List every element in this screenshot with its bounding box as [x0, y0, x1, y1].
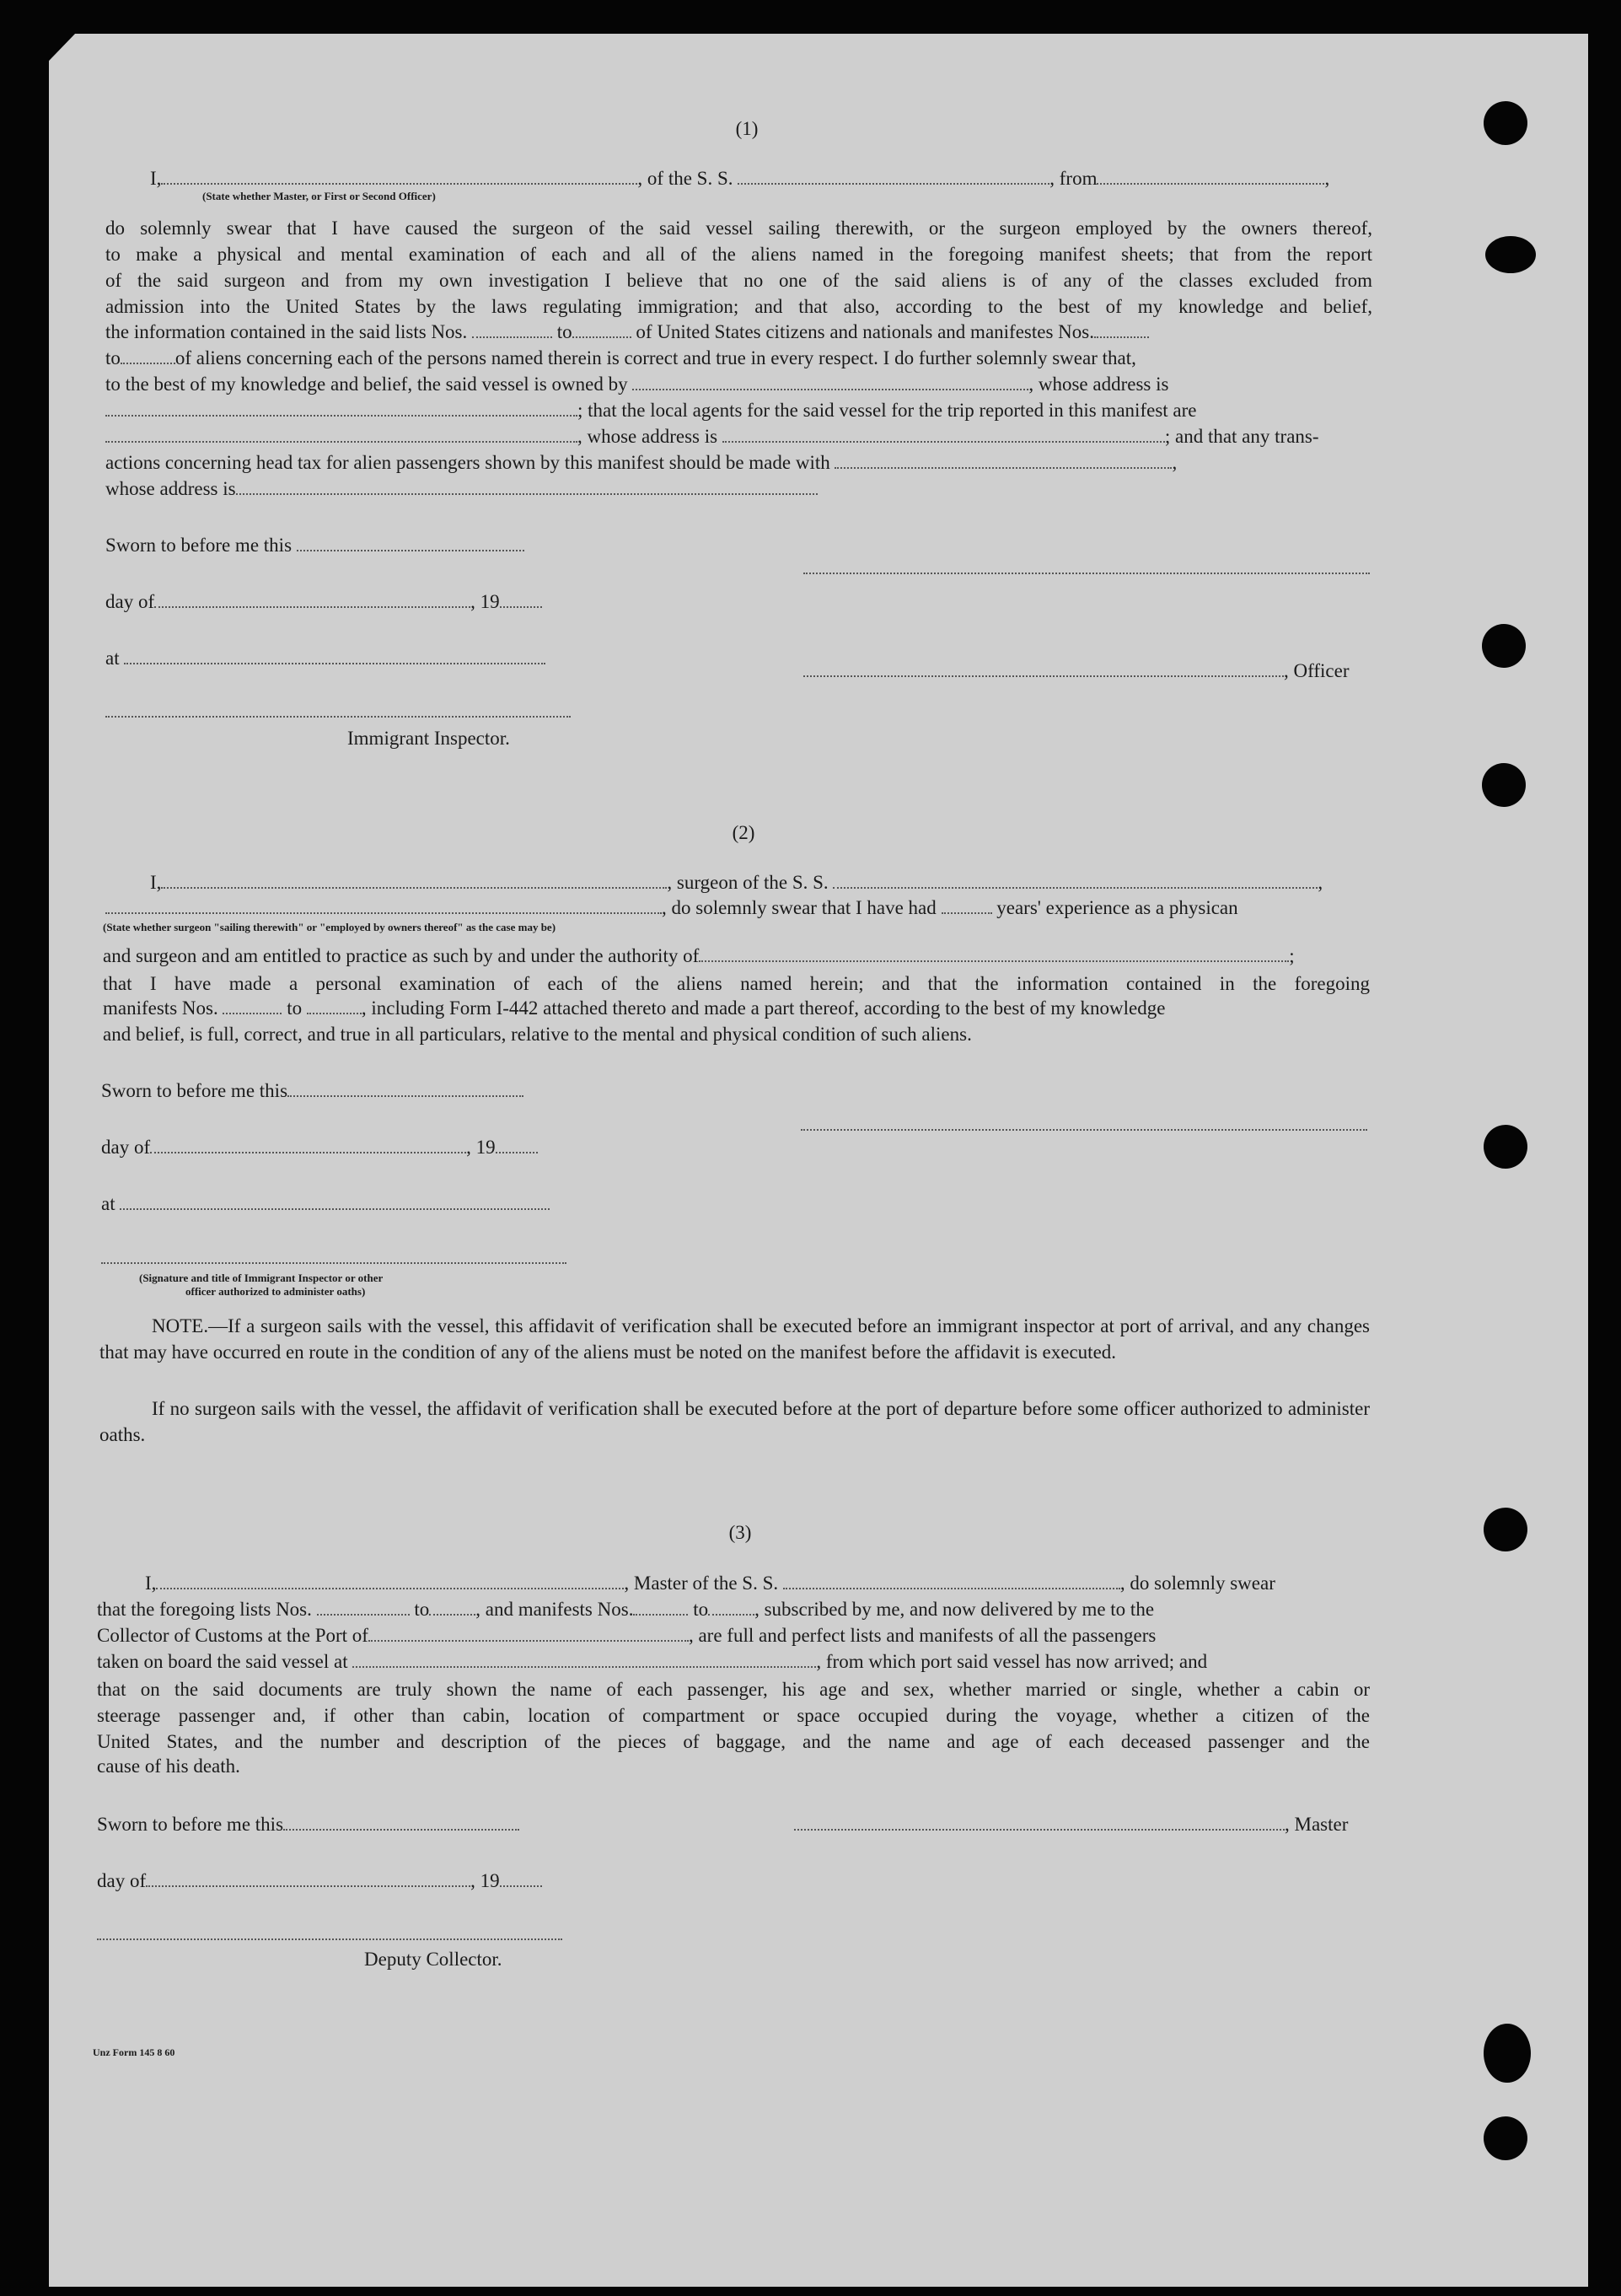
s2-l2a: , do solemnly swear that I have had — [662, 897, 937, 918]
s1-rank-hint: (State whether Master, or First or Second Officer) — [202, 190, 436, 202]
s1-l1a: I, — [150, 168, 162, 189]
s3-l3a: Collector of Customs at the Port of — [97, 1625, 368, 1646]
s1-at-field[interactable] — [124, 648, 545, 664]
s2-note-1: NOTE.—If a surgeon sails with the vessel, this affidavit of verification shall be executed before an immigrant inspector at port of arrival, and any changes that may have occurred en route in the condition of any of the aliens must be noted on the manifest before the affidavit is executed. — [99, 1315, 1370, 1363]
s2-p3a: and surgeon and am entitled to practice as such by and under the authority of — [103, 945, 700, 966]
s2-sig-hint-2: officer authorized to administer oaths) — [185, 1285, 366, 1298]
s1-day-field[interactable] — [154, 591, 470, 608]
s1-p6b: of aliens concerning each of the persons named therein is correct and true in every respect. I do further solemnly swear that, — [174, 347, 1136, 368]
s1-p9 — [105, 425, 1319, 449]
s3-l2c: , and manifests Nos. — [475, 1599, 634, 1620]
s2-sworn-date-field[interactable] — [287, 1080, 523, 1097]
lists-from-field[interactable] — [472, 321, 552, 338]
s2-p4: that I have made a personal examination of each of the aliens named herein; and that the information contained in the foregoing — [103, 973, 1370, 994]
punch-hole — [1484, 1508, 1527, 1551]
s3-p5: that on the said documents are truly shown the name of each passenger, his age and sex, whether married or single, whether a cabin or — [97, 1679, 1370, 1700]
s1-year-field[interactable] — [500, 591, 542, 608]
s1-p5b: to — [556, 321, 572, 342]
s2-at — [101, 1192, 550, 1216]
s1-p10 — [105, 451, 1177, 475]
s3-p8: cause of his death. — [97, 1756, 240, 1777]
s1-sworn — [105, 534, 524, 557]
s3-line-1 — [145, 1572, 1275, 1595]
port-field[interactable] — [368, 1625, 689, 1642]
s2-dayof — [101, 1136, 538, 1159]
s3-p7: United States, and the number and description of the pieces of baggage, and the name and age of each deceased passenger and the — [97, 1731, 1370, 1752]
s1-p6 — [105, 347, 1136, 370]
s2-type-hint: (State whether surgeon "sailing therewith" or "employed by owners thereof" as the case may be) — [103, 921, 556, 933]
s2-p5a: manifests Nos. — [103, 997, 218, 1019]
s2-inspector-line — [101, 1246, 566, 1270]
s1-line-1 — [150, 167, 1329, 191]
s3-year-field[interactable] — [500, 1870, 542, 1887]
s1-officer-field[interactable] — [803, 660, 1284, 677]
manifests-to-field[interactable] — [121, 347, 175, 364]
s3-dayof — [97, 1869, 542, 1893]
years-experience-field[interactable] — [942, 897, 992, 914]
s2-p5b: to — [287, 997, 303, 1019]
s1-inspector-field[interactable] — [105, 701, 571, 718]
s3-l3b: , are full and perfect lists and manifests of all the passengers — [688, 1625, 1157, 1646]
s2-l1c: , — [1318, 872, 1323, 893]
s2-at-label: at — [101, 1193, 115, 1214]
s1-dayof-label: day of — [105, 591, 155, 612]
s3-year-prefix: , 19 — [470, 1870, 500, 1891]
surgeon-name-field[interactable] — [161, 872, 667, 889]
lists-to-field[interactable] — [572, 321, 631, 338]
s1-p8a: ; that the local agents for the said vessel for the trip reported in this manifest are — [577, 400, 1197, 421]
s1-p9a: , whose address is — [577, 426, 718, 447]
s2-p3b: ; — [1289, 945, 1295, 966]
s3-line-4 — [97, 1650, 1207, 1674]
s1-inspector-line — [105, 700, 571, 723]
s1-p10b: , — [1172, 452, 1178, 473]
s3-lists-from-field[interactable] — [317, 1599, 410, 1616]
s2-l2b: years' experience as a physican — [996, 897, 1238, 918]
s2-l1b: , surgeon of the S. S. — [667, 872, 829, 893]
head-tax-address-field[interactable] — [236, 478, 818, 495]
s1-p9b: ; and that any trans- — [1164, 426, 1319, 447]
s2-line-2 — [105, 896, 1238, 920]
s3-collector-field[interactable] — [97, 1923, 562, 1940]
master-name-field[interactable] — [156, 1573, 624, 1589]
s1-p7a: to the best of my knowledge and belief, the said vessel is owned by — [105, 374, 628, 395]
s3-l1b: , Master of the S. S. — [624, 1573, 779, 1594]
s3-l4b: , from which port said vessel has now arrived; and — [816, 1651, 1208, 1672]
punch-hole — [1484, 101, 1527, 145]
s2-l1a: I, — [150, 872, 162, 893]
punch-hole — [1482, 624, 1526, 668]
s3-sworn — [97, 1813, 519, 1836]
s1-sworn-date-field[interactable] — [297, 535, 524, 551]
s2-inspector-field[interactable] — [101, 1247, 566, 1264]
manifests-from-field[interactable] — [1094, 321, 1149, 338]
s1-p1: do solemnly swear that I have caused the surgeon of the said vessel sailing therewith, or the surgeon employed by the owners thereof, — [105, 218, 1372, 239]
s2-manifests-from-field[interactable] — [223, 997, 282, 1014]
punch-hole — [1484, 2024, 1531, 2083]
owner-field[interactable] — [632, 374, 1028, 390]
s1-p5c: of United States citizens and nationals and manifestes Nos. — [636, 321, 1094, 342]
s1-p10a: actions concerning head tax for alien passengers shown by this manifest should be made with — [105, 452, 830, 473]
s1-officer-line — [803, 659, 1349, 683]
s2-p3 — [103, 944, 1295, 968]
authority-field[interactable] — [699, 945, 1289, 962]
s2-signature-field[interactable] — [801, 1114, 1367, 1131]
officer-rank-field[interactable] — [161, 168, 637, 185]
s1-p7 — [105, 373, 1168, 396]
s2-year-field[interactable] — [496, 1137, 538, 1153]
s3-l2d: to — [693, 1599, 709, 1620]
s3-master-line — [794, 1813, 1348, 1836]
punch-hole — [1484, 2116, 1527, 2160]
s3-manifests-to-field[interactable] — [708, 1599, 754, 1616]
s3-master-field[interactable] — [794, 1814, 1285, 1831]
s1-sworn-label: Sworn to before me this — [105, 535, 293, 556]
s3-collector-line — [97, 1922, 562, 1946]
s3-manifests-from-field[interactable] — [633, 1599, 688, 1616]
s1-officer-label: , Officer — [1284, 660, 1350, 681]
s3-p6: steerage passenger and, if other than cabin, location of compartment or space occupied during the voyage, whether a citizen of the — [97, 1705, 1370, 1726]
s3-line-3 — [97, 1624, 1156, 1648]
s1-p7b: , whose address is — [1028, 374, 1169, 395]
s1-at — [105, 647, 545, 670]
s3-l2a: that the foregoing lists Nos. — [97, 1599, 312, 1620]
section-3-number: (3) — [728, 1522, 752, 1543]
s2-p6: and belief, is full, correct, and true in all particulars, relative to the mental and physical condition of such aliens. — [103, 1024, 972, 1045]
section-2-number: (2) — [732, 822, 755, 843]
s3-sworn-date-field[interactable] — [283, 1814, 519, 1831]
s1-p8 — [105, 399, 1196, 422]
s3-lists-to-field[interactable] — [429, 1599, 475, 1616]
departure-port-field[interactable] — [352, 1651, 816, 1668]
agents-address-field[interactable] — [722, 426, 1165, 443]
s1-at-label: at — [105, 648, 120, 669]
s1-l1d: , — [1324, 168, 1330, 189]
s2-p5 — [103, 997, 1165, 1020]
s2-manifests-to-field[interactable] — [307, 997, 362, 1014]
punch-hole — [1485, 236, 1536, 273]
s2-p5c: , including Form I-442 attached thereto and made a part thereof, according to the best of my knowledge — [361, 997, 1166, 1019]
s2-vessel-field[interactable] — [833, 872, 1318, 889]
s1-signature-top — [803, 557, 1370, 580]
s2-at-field[interactable] — [120, 1193, 550, 1210]
from-port-field[interactable] — [1097, 168, 1324, 185]
s3-l1a: I, — [145, 1573, 157, 1594]
s1-l1c: , from — [1049, 168, 1098, 189]
s2-dayof-label: day of — [101, 1137, 151, 1158]
s1-p5 — [105, 320, 1149, 344]
s3-l2e: , subscribed by me, and now delivered by me to the — [754, 1599, 1155, 1620]
s1-p11: whose address is — [105, 478, 236, 499]
s1-p4: admission into the United States by the laws regulating immigration; and that also, according to the best of my knowledge and belief, — [105, 296, 1372, 317]
s2-sig-hint-1: (Signature and title of Immigrant Inspector or other — [139, 1272, 384, 1284]
vessel-name-field[interactable] — [738, 168, 1049, 185]
s1-inspector-label: Immigrant Inspector. — [347, 728, 510, 749]
s1-p2: to make a physical and mental examination of each and all of the aliens named in the foregoing manifest sheets; that from the report — [105, 244, 1372, 265]
s2-sworn — [101, 1079, 523, 1103]
s1-year-prefix: , 19 — [470, 591, 500, 612]
s3-l1c: , do solemnly swear — [1119, 1573, 1275, 1594]
s3-dayof-label: day of — [97, 1870, 147, 1891]
punch-hole — [1482, 763, 1526, 807]
s3-line-2 — [97, 1598, 1154, 1621]
s1-p11 — [105, 477, 818, 501]
s2-note-2: If no surgeon sails with the vessel, the affidavit of verification shall be executed before at the port of departure before some officer authorized to administer oaths. — [99, 1398, 1370, 1445]
s3-l4a: taken on board the said vessel at — [97, 1651, 348, 1672]
s1-signature-field[interactable] — [803, 557, 1370, 574]
punch-hole — [1484, 1125, 1527, 1169]
local-agents-field[interactable] — [105, 426, 577, 443]
s1-p6a: to — [105, 347, 121, 368]
s2-sworn-label: Sworn to before me this — [101, 1080, 288, 1101]
s3-l2b: to — [414, 1599, 430, 1620]
s2-signature-top — [801, 1113, 1367, 1137]
s1-p3: of the said surgeon and from my own investigation I believe that no one of the said aliens is of any of the classes excluded from — [105, 270, 1372, 291]
s2-day-field[interactable] — [150, 1137, 466, 1153]
s1-l1b: , of the S. S. — [637, 168, 733, 189]
s3-day-field[interactable] — [146, 1870, 470, 1887]
s3-master-label: , Master — [1285, 1814, 1349, 1835]
s3-collector-label: Deputy Collector. — [364, 1949, 502, 1970]
section-1-number: (1) — [735, 118, 759, 139]
s3-vessel-field[interactable] — [783, 1573, 1120, 1589]
s3-sworn-label: Sworn to before me this — [97, 1814, 284, 1835]
s1-dayof — [105, 590, 542, 614]
s2-line-1 — [150, 871, 1323, 895]
head-tax-contact-field[interactable] — [835, 452, 1172, 469]
surgeon-type-field[interactable] — [105, 897, 662, 914]
form-footer: Unz Form 145 8 60 — [93, 2046, 175, 2058]
form-page — [49, 34, 1588, 2287]
s2-year-prefix: , 19 — [466, 1137, 496, 1158]
owner-address-field[interactable] — [105, 400, 577, 417]
s1-p5a: the information contained in the said lists Nos. — [105, 321, 468, 342]
